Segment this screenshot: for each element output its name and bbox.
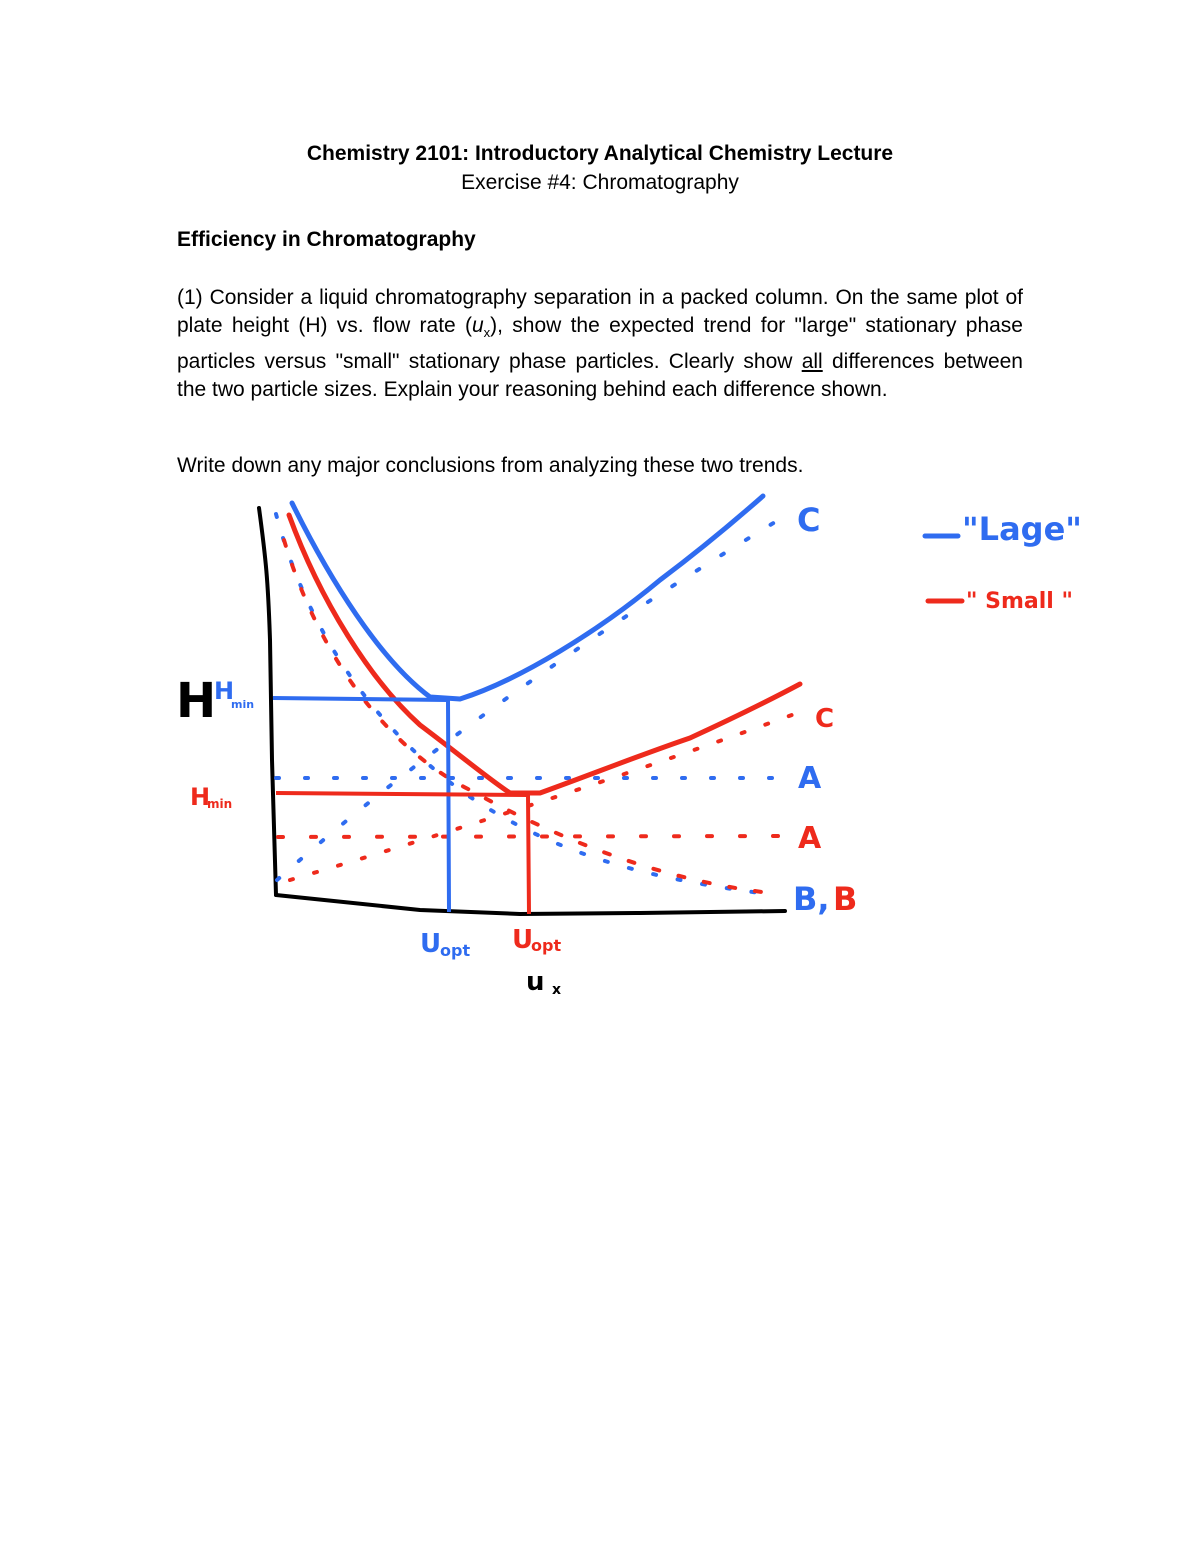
blue-large-curve bbox=[292, 496, 763, 699]
blue-hmin-line bbox=[273, 698, 449, 912]
flow-rate-subscript: x bbox=[483, 325, 491, 341]
x-axis-subscript: x bbox=[552, 982, 562, 998]
red-a-term-line bbox=[278, 836, 785, 837]
blue-a-term-label: A bbox=[798, 761, 822, 796]
red-uopt-label: U bbox=[512, 925, 534, 955]
question-text-3: differences between the two particle sizes. Explain your reasoning behind each difference shown. bbox=[177, 349, 1023, 402]
legend-small-label: " Small " bbox=[966, 589, 1073, 614]
red-a-term-label: A bbox=[798, 821, 822, 856]
flow-rate-variable: u bbox=[471, 314, 484, 338]
y-axis-line bbox=[259, 508, 276, 895]
blue-uopt-label: U bbox=[420, 929, 442, 959]
instruction-paragraph: Write down any major conclusions from analyzing these two trends. bbox=[177, 454, 804, 477]
blue-hmin-subscript: min bbox=[231, 698, 255, 711]
y-axis-label: H bbox=[176, 673, 217, 729]
document-title: Chemistry 2101: Introductory Analytical Chemistry Lecture bbox=[306, 142, 894, 165]
red-uopt-subscript: opt bbox=[531, 936, 562, 955]
blue-b-term-label: B, bbox=[793, 880, 830, 918]
question-text-2: ), show the expected trend for "large" stationary phase particles versus "small" stationary phase particles. Clearly show bbox=[177, 314, 1023, 373]
red-small-curve bbox=[289, 515, 800, 793]
blue-c-term-line bbox=[277, 513, 790, 880]
red-hmin-label: H bbox=[190, 783, 211, 811]
section-heading: Efficiency in Chromatography bbox=[177, 228, 476, 251]
document-subtitle: Exercise #4: Chromatography bbox=[461, 171, 739, 194]
blue-hmin-label: H bbox=[214, 677, 235, 705]
red-c-term-line bbox=[290, 712, 800, 880]
emphasis-all: all bbox=[801, 349, 823, 373]
red-b-term-label: B bbox=[833, 880, 858, 918]
question-text-1: (1) Consider a liquid chromatography separation in a packed column. On the same plot of plate height (H) vs. flow rate ( bbox=[177, 286, 1023, 338]
x-axis-label: u bbox=[526, 967, 545, 997]
blue-uopt-subscript: opt bbox=[440, 941, 471, 960]
red-c-term-label: C bbox=[815, 704, 835, 734]
blue-b-term-line bbox=[276, 514, 775, 895]
legend-large-label: "Lage" bbox=[962, 510, 1082, 548]
blue-c-term-label: C bbox=[797, 501, 821, 539]
red-hmin-subscript: min bbox=[207, 797, 233, 811]
